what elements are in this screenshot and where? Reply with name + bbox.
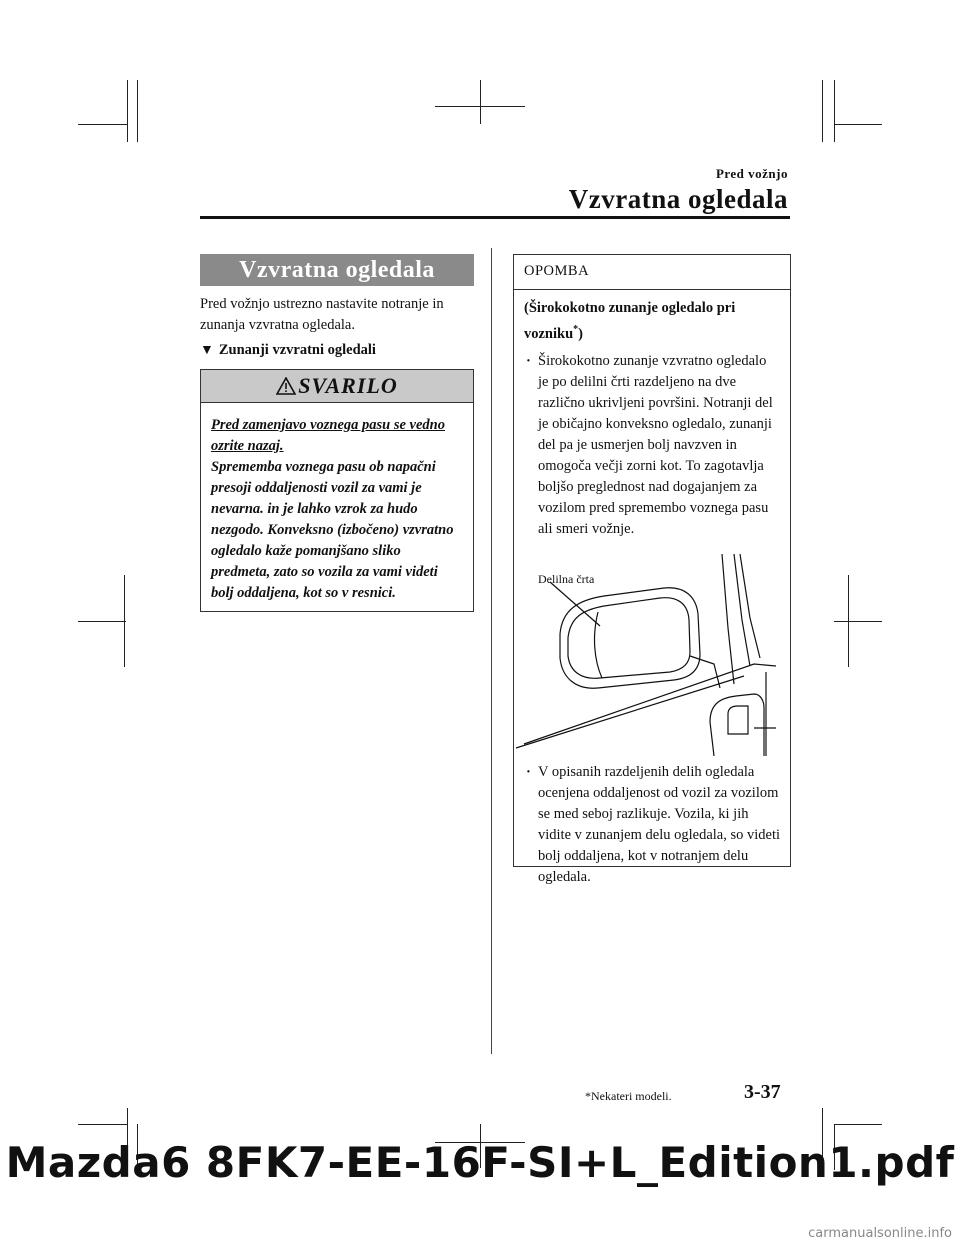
bullet-dot-icon: · xyxy=(526,763,531,780)
dividing-line-label: Delilna črta xyxy=(538,571,595,586)
note-bullet-2 xyxy=(514,756,790,888)
warning-label: SVARILO xyxy=(298,373,398,398)
warning-lead: Pred zamenjavo voznega pasu se vedno ozrite nazaj. xyxy=(211,417,445,454)
mirror-illustration xyxy=(514,548,790,756)
footnote-mark: * xyxy=(573,324,579,335)
header-rule xyxy=(200,216,790,219)
section-header: Vzvratna ogledala xyxy=(568,184,788,214)
note-box xyxy=(513,254,791,885)
intro-text: Pred vožnjo ustrezno nastavite notranje in zunanja vzvratna ogledala. xyxy=(200,296,444,333)
footnote: *Nekateri modeli. xyxy=(585,1089,672,1103)
note-header: OPOMBA xyxy=(514,255,790,290)
chapter-header: Pred vožnjo xyxy=(715,166,788,181)
column-divider xyxy=(491,248,492,1054)
pdf-filename-watermark: Mazda6 8FK7-EE-16F-SI+L_Edition1.pdf xyxy=(5,1138,955,1187)
note-subheading xyxy=(514,290,790,345)
note-subheading-text: (Širokokotno zunanje ogledalo pri vozniku xyxy=(524,300,736,342)
site-watermark: carmanualsonline.info xyxy=(808,1226,952,1241)
warning-triangle-icon xyxy=(276,377,296,395)
note-subheading-end: ) xyxy=(578,325,584,342)
note-bullet-1-text: Širokokotno zunanje vzvratno ogledalo je po delilni črti razdeljeno na dve različno ukrivljeni površini. Notranji del je običajno konveksno ogledalo, zunanji del pa je usmerjen bolj navzven in omogoča večji zorni kot. To zagotavlja boljšo preglednost nad dogajanjem za vozilom pred spremembo voznega pasu ali smeri vožnje. xyxy=(538,352,773,537)
warning-header xyxy=(201,370,473,403)
triangle-bullet-icon: ▼ xyxy=(200,343,214,358)
bullet-dot-icon: · xyxy=(526,352,531,369)
subheading xyxy=(200,342,474,359)
warning-box xyxy=(200,369,474,612)
note-bullet-1 xyxy=(514,345,790,540)
warning-text xyxy=(201,403,473,604)
section-title: Vzvratna ogledala xyxy=(200,254,474,286)
subheading-text: Zunanji vzvratni ogledali xyxy=(218,342,376,358)
warning-body: Sprememba voznega pasu ob napačni presoji oddaljenosti vozil za vami je nevarna. in je lahko vzrok za hudo nezgodo. Konveksno (izbočeno) vzvratno ogledalo kaže pomanjšano sliko predmeta, zato so vozila za vami videti bolj oddaljena, kot so v resnici. xyxy=(211,459,454,601)
page-number: 3-37 xyxy=(744,1081,781,1103)
note-bullet-2-text: V opisanih razdeljenih delih ogledala ocenjena oddaljenost od vozil za vozilom se med seboj razlikuje. Vozila, ki jih vidite v zunanjem delu ogledala, so videti bolj oddaljena, kot v notranjem delu ogledala. xyxy=(538,763,781,885)
